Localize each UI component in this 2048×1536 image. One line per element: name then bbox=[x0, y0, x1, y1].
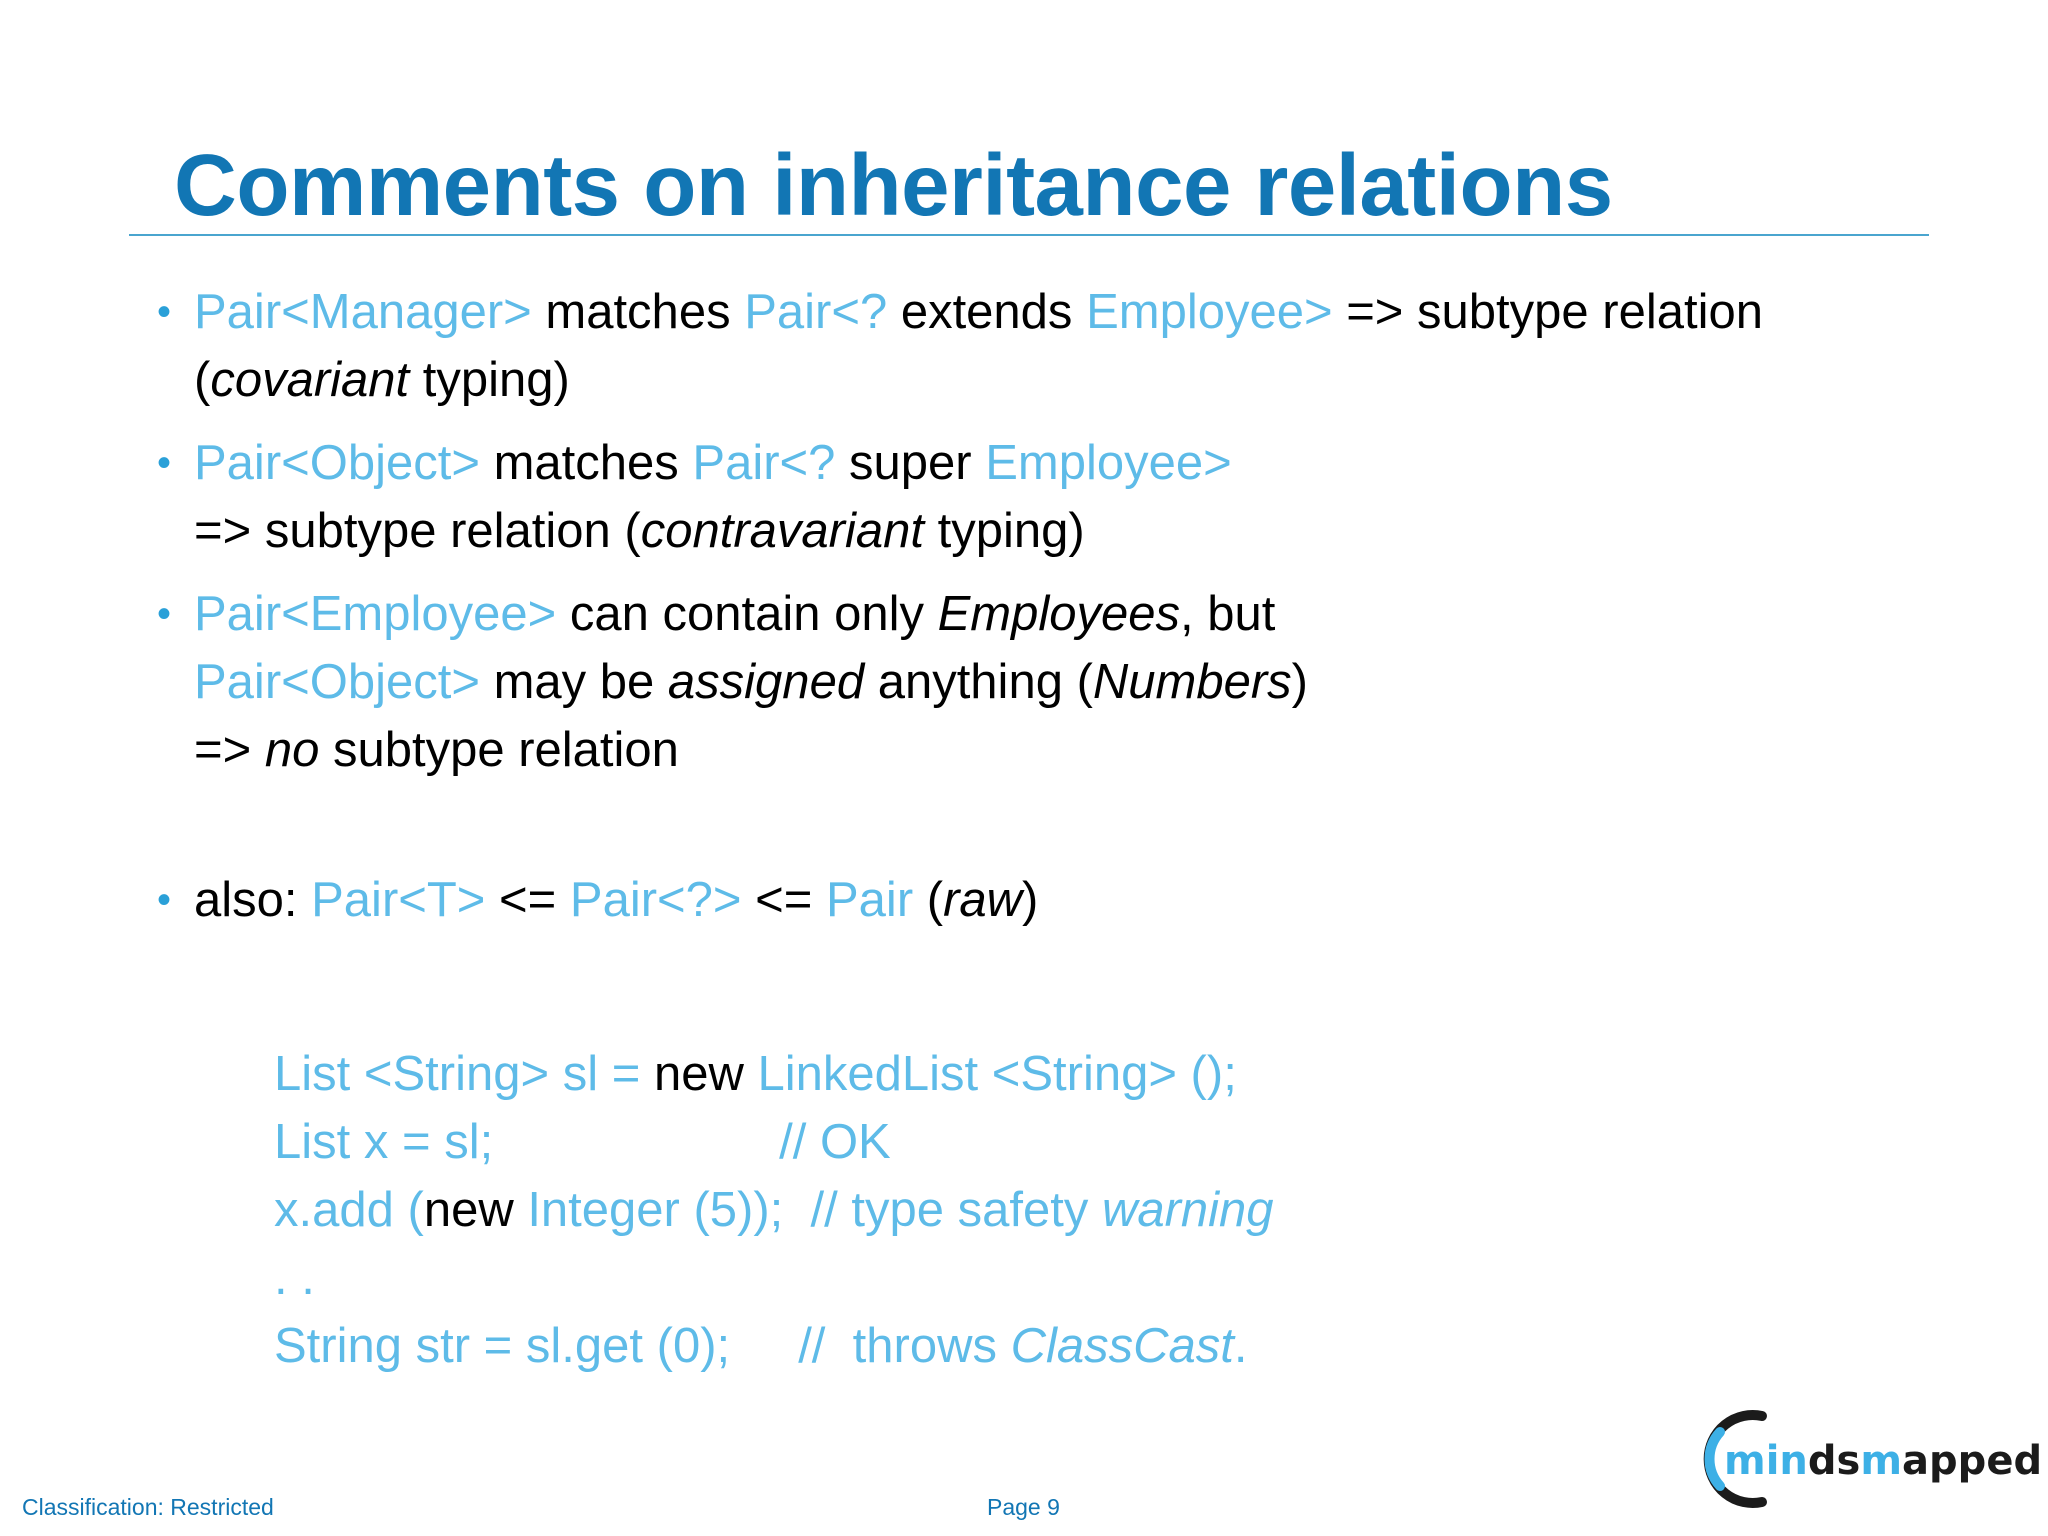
classification-label: Classification: Restricted bbox=[22, 1494, 274, 1520]
keyword-text: new bbox=[653, 1047, 744, 1101]
text-segment: List x = sl; // OK bbox=[274, 1115, 891, 1169]
text-segment: . . bbox=[274, 1251, 315, 1305]
bullet-item bbox=[155, 580, 1975, 784]
type-expression: Employee> bbox=[1086, 285, 1333, 339]
logo-text: mindsmapped bbox=[1724, 1438, 2043, 1484]
mindsmapped-logo bbox=[1690, 1404, 2043, 1514]
text-segment: matches bbox=[531, 285, 745, 339]
text-segment: anything ( bbox=[864, 655, 1093, 709]
text-segment: matches bbox=[480, 436, 693, 490]
emphasis-text: no bbox=[264, 723, 320, 777]
text-segment: , but bbox=[1180, 587, 1276, 641]
code-line bbox=[274, 1312, 1274, 1380]
text-segment: <= bbox=[485, 873, 570, 927]
emphasis-text: Employees bbox=[937, 587, 1181, 641]
type-expression: Pair<? bbox=[692, 436, 836, 490]
bullet-icon: • bbox=[157, 878, 172, 922]
text-segment: <= bbox=[741, 873, 826, 927]
text-segment: => subtype relation ( bbox=[194, 504, 641, 558]
bullet-icon: • bbox=[157, 592, 172, 636]
code-block bbox=[274, 1040, 1274, 1380]
keyword-text: new bbox=[423, 1183, 514, 1237]
title-divider bbox=[129, 234, 1929, 236]
type-expression: Pair<?> bbox=[569, 873, 742, 927]
bullet-item bbox=[155, 278, 1975, 414]
code-line bbox=[274, 1176, 1274, 1244]
bullet-icon: • bbox=[157, 290, 172, 334]
bullet-line bbox=[194, 716, 1975, 784]
text-segment: extends bbox=[887, 285, 1087, 339]
code-line bbox=[274, 1244, 1274, 1312]
emphasis-text: contravariant bbox=[640, 504, 924, 558]
code-line bbox=[274, 1108, 1274, 1176]
emphasis-text: warning bbox=[1101, 1183, 1274, 1237]
type-expression: Employee> bbox=[985, 436, 1232, 490]
text-segment: x.add ( bbox=[274, 1183, 424, 1237]
bullet-list bbox=[155, 278, 1975, 949]
text-segment: can contain only bbox=[556, 587, 938, 641]
text-segment: String str = sl.get (0); // throws bbox=[274, 1319, 1011, 1373]
text-segment: => subtype relation bbox=[1332, 285, 1763, 339]
type-expression: Pair<? bbox=[744, 285, 888, 339]
text-segment: may be bbox=[480, 655, 668, 709]
text-segment: LinkedList <String> (); bbox=[743, 1047, 1237, 1101]
text-segment: ( bbox=[194, 353, 211, 407]
text-segment: Integer (5)); // type safety bbox=[513, 1183, 1102, 1237]
bullet-line bbox=[194, 429, 1975, 497]
text-segment: => bbox=[194, 723, 265, 777]
bullet-line bbox=[194, 278, 1975, 346]
type-expression: Pair<Manager> bbox=[194, 285, 532, 339]
text-segment: . bbox=[1233, 1319, 1248, 1373]
text-segment: typing) bbox=[409, 353, 570, 407]
emphasis-text: assigned bbox=[667, 655, 865, 709]
bullet-line bbox=[194, 580, 1975, 648]
text-segment: super bbox=[835, 436, 986, 490]
text-segment: typing) bbox=[923, 504, 1085, 558]
emphasis-text: covariant bbox=[210, 353, 410, 407]
slide-title: Comments on inheritance relations bbox=[174, 137, 1613, 234]
emphasis-text: ClassCast bbox=[1010, 1319, 1234, 1373]
type-expression: Pair<Employee> bbox=[194, 587, 557, 641]
text-segment: ) bbox=[1291, 655, 1308, 709]
bullet-line bbox=[194, 497, 1975, 565]
type-expression: Pair<T> bbox=[311, 873, 486, 927]
text-segment: List <String> sl = bbox=[274, 1047, 654, 1101]
bullet-line bbox=[194, 866, 1975, 934]
type-expression: Pair<Object> bbox=[194, 436, 480, 490]
bullet-line bbox=[194, 346, 1975, 414]
bullet-line bbox=[194, 648, 1975, 716]
type-expression: Pair<Object> bbox=[194, 655, 480, 709]
bullet-icon: • bbox=[157, 441, 172, 485]
text-segment: subtype relation bbox=[319, 723, 679, 777]
text-segment: also: bbox=[194, 873, 312, 927]
code-line bbox=[274, 1040, 1274, 1108]
bullet-item bbox=[155, 866, 1975, 934]
emphasis-text: raw bbox=[943, 873, 1023, 927]
bullet-item bbox=[155, 429, 1975, 565]
emphasis-text: Numbers bbox=[1092, 655, 1292, 709]
type-expression: Pair bbox=[826, 873, 914, 927]
text-segment: ( bbox=[913, 873, 944, 927]
page-number: Page 9 bbox=[987, 1494, 1060, 1520]
text-segment: ) bbox=[1022, 873, 1039, 927]
